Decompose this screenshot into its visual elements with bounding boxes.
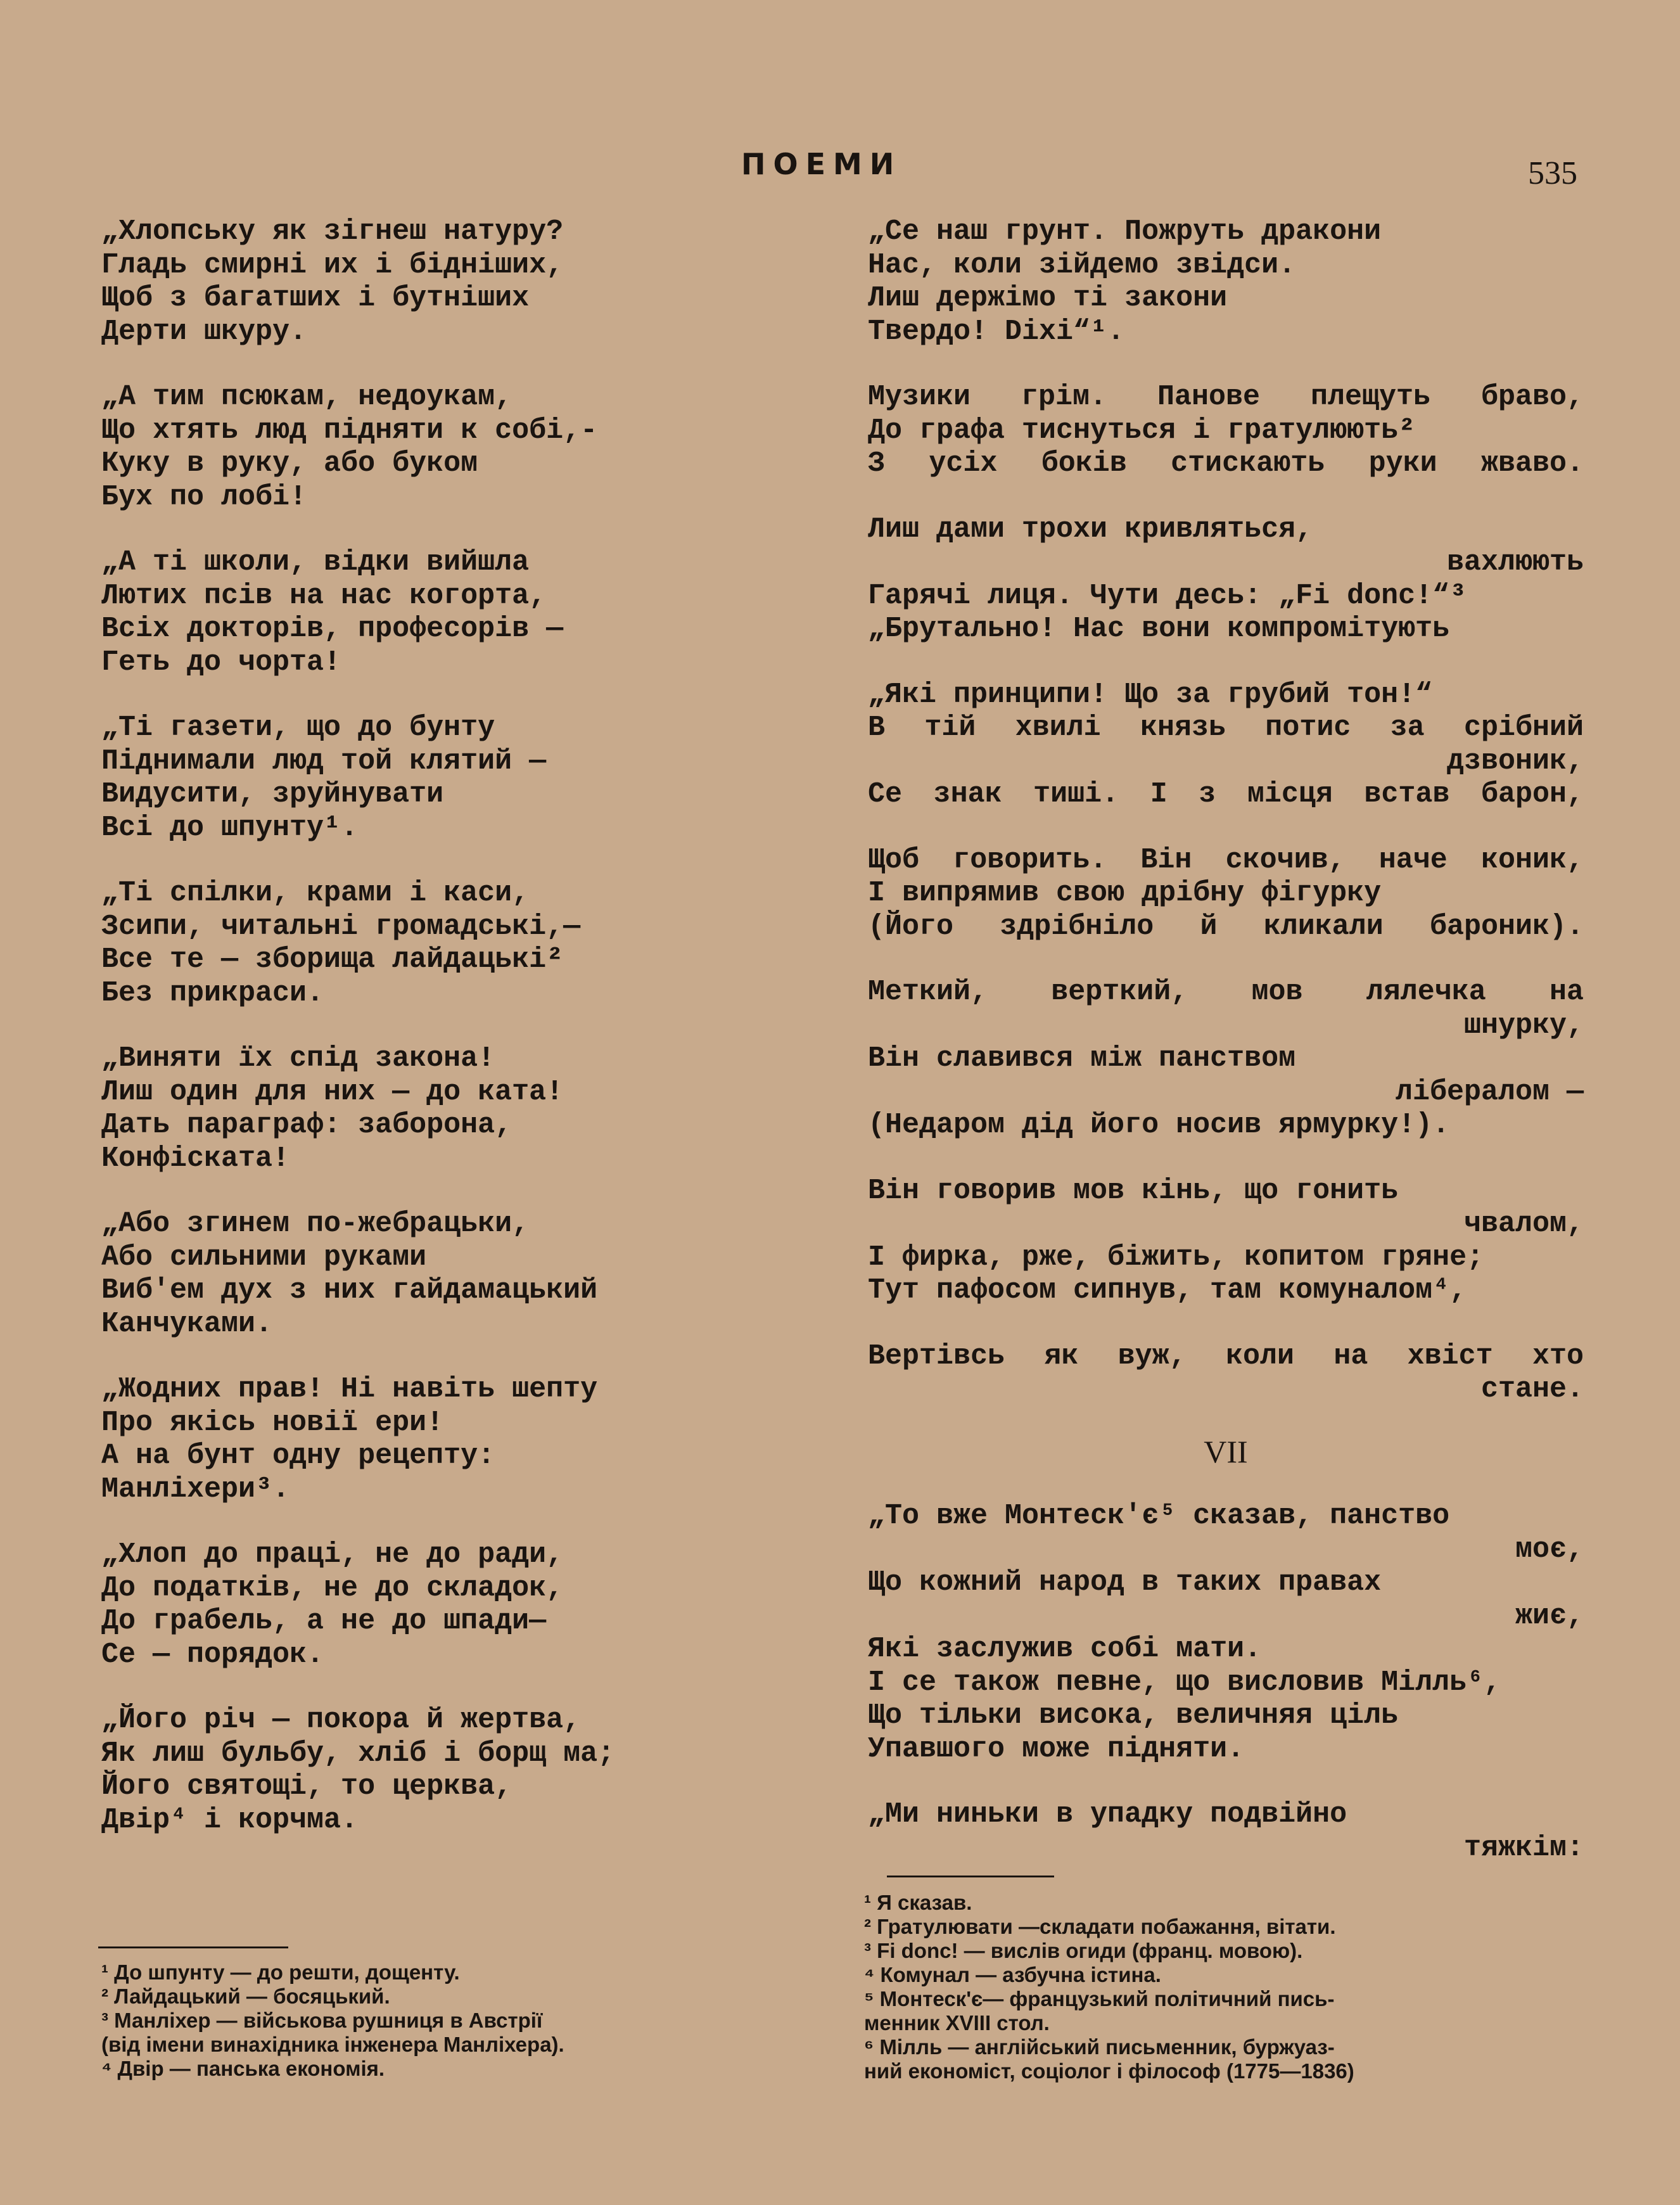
verse-line: Се — порядок. [101, 1638, 324, 1671]
footnote: ⁶ Мілль — англійський письменник, буржуаз- [864, 2035, 1335, 2059]
verse-line: „Брутально! Нас вони компромітують [868, 613, 1450, 645]
verse-line: І се також певне, що висловив Мілль⁶, [868, 1666, 1501, 1699]
footnote: ⁴ Двір — панська економія. [101, 2057, 385, 2080]
verse-line-continuation: чвалом, [1463, 1208, 1584, 1240]
footnote: ³ Манліхер — військова рушниця в Австрії [101, 2009, 543, 2032]
verse-line: До грабель, а не до шпади— [101, 1605, 547, 1637]
verse-line: Музики грім. Панове плещуть браво, [868, 381, 1584, 413]
verse-line: Конфіската! [101, 1142, 290, 1175]
verse-line: Тут пафосом сипнув, там комуналом⁴, [868, 1274, 1467, 1307]
verse-line-continuation: тяжкім: [1463, 1831, 1584, 1864]
stanza [101, 215, 735, 348]
verse-line: „Або згинем по-жебрацьки, [101, 1208, 530, 1240]
verse-line: Манліхери³. [101, 1473, 290, 1505]
footnote: ² Гратулювати —складати побажання, вітати. [864, 1915, 1336, 1938]
footnote: ³ Fi donc! — вислів огиди (франц. мовою). [864, 1939, 1303, 1962]
footnote: менник XVIII стол. [864, 2011, 1050, 2035]
verse-line: Видусити, зруйнувати [101, 778, 444, 810]
footnote: (від імени винахідника інженера Манліхера). [101, 2033, 564, 2056]
verse-line: Щоб з багатших і бутніших [101, 282, 530, 314]
verse-line: „Ті газети, що до бунту [101, 712, 495, 744]
stanza [868, 381, 1584, 481]
footnote: ¹ Я сказав. [864, 1891, 972, 1914]
stanza [868, 513, 1584, 646]
verse-line: „Жодних прав! Ні навіть шепту [101, 1373, 598, 1405]
footnotes-left [101, 1960, 843, 2081]
verse-line: Зсипи, читальні громадські,— [101, 910, 581, 943]
footnote: ⁴ Комунал — азбучна істина. [864, 1963, 1161, 1986]
verse-line: Лиш дами трохи кривляться, [868, 513, 1313, 546]
stanza [101, 1704, 735, 1837]
stanza [868, 679, 1584, 812]
verse-line: „Се наш грунт. Пожруть дракони [868, 215, 1382, 248]
verse-line: (Його здрібніло й кликали бароник). [868, 910, 1584, 943]
verse-line: (Недаром дід його носив ярмурку!). [868, 1109, 1450, 1141]
verse-line: Бух по лобі! [101, 480, 307, 513]
verse-line: Канчуками. [101, 1307, 273, 1340]
verse-line-continuation: моє, [1515, 1533, 1584, 1566]
verse-line: Що хтять люд підняти к собі,- [101, 414, 598, 447]
stanza [101, 877, 735, 1010]
footnote: ¹ До шпунту — до решти, дощенту. [101, 1960, 460, 1984]
verse-line: Він славився між панством [868, 1042, 1296, 1075]
verse-line: „А тим псюкам, недоукам, [101, 381, 512, 413]
stanza [101, 546, 735, 679]
stanza [101, 1042, 735, 1175]
verse-line: З усіх боків стискають руки жваво. [868, 447, 1584, 480]
verse-line: Лиш держімо ті закони [868, 282, 1228, 314]
verse-line: Виб'ем дух з них гайдамацький [101, 1274, 598, 1307]
verse-line: Все те — зборища лайдацькі² [101, 943, 564, 976]
verse-line: Як лиш бульбу, хліб і борщ ма; [101, 1737, 615, 1770]
stanza [101, 1538, 735, 1671]
footnote: ⁵ Монтеск'є— французький політичний пись- [864, 1987, 1335, 2010]
verse-line-continuation: шнурку, [1463, 1009, 1584, 1042]
verse-line: До графа тиснуться і гратулюють² [868, 414, 1416, 447]
verse-line: Всіх докторів, професорів — [101, 613, 564, 645]
right-column [868, 215, 1584, 1897]
verse-line: Гарячі лиця. Чути десь: „Fi donc!“³ [868, 579, 1467, 612]
stanza [868, 1175, 1584, 1308]
verse-line-continuation: стане. [1480, 1373, 1584, 1405]
verse-line-continuation: лібералом — [1395, 1075, 1584, 1108]
footnote: ний економіст, соціолог і філософ (1775—1836) [864, 2059, 1354, 2083]
verse-line-continuation: вахлюють [1446, 546, 1584, 578]
verse-line: „Які принципи! Що за грубий тон!“ [868, 678, 1433, 711]
verse-line: Що кожний народ в таких правах [868, 1566, 1382, 1599]
verse-line: В тій хвилі князь потис за срібний [868, 712, 1584, 744]
stanza [101, 1208, 735, 1341]
verse-line: Всі до шпунту¹. [101, 811, 359, 844]
stanza [101, 381, 735, 514]
section-title: VII [1204, 1433, 1248, 1469]
verse-line: Які заслужив собі мати. [868, 1633, 1262, 1665]
stanza [868, 976, 1584, 1142]
verse-line: Що тільки висока, величняя ціль [868, 1699, 1399, 1732]
verse-line: До податків, не до складок, [101, 1571, 564, 1604]
verse-line: А на бунт одну рецепту: [101, 1440, 495, 1472]
stanza [101, 712, 735, 845]
verse-line: „Хлопську як зігнеш натуру? [101, 215, 564, 248]
verse-line: „Ми ниньки в упадку подвійно [868, 1798, 1347, 1831]
verse-line: „Ті спілки, крами і каси, [101, 877, 530, 909]
footnote-rule-left [98, 1946, 288, 1948]
stanza [868, 1500, 1584, 1766]
verse-line: Або сильними руками [101, 1241, 427, 1274]
verse-line: „Виняти їх спід закона! [101, 1042, 495, 1075]
left-column [101, 215, 735, 1869]
verse-line-continuation: дзвоник, [1446, 745, 1584, 777]
verse-line: І фирка, рже, біжить, копитом гряне; [868, 1241, 1484, 1274]
page-number: 535 [1528, 155, 1577, 191]
verse-line: Без прикраси. [101, 976, 324, 1009]
verse-line-continuation: жиє, [1515, 1599, 1584, 1632]
verse-line: Твердо! Dixi“¹. [868, 315, 1125, 348]
page-header-title: ПОЕМИ [741, 147, 902, 181]
verse-line: Меткий, верткий, мов лялечка на [868, 976, 1584, 1008]
verse-line: Се знак тиші. І з місця встав барон, [868, 778, 1584, 810]
verse-line: „А ті школи, відки вийшла [101, 546, 530, 578]
stanza [868, 215, 1584, 348]
stanza [101, 1373, 735, 1506]
verse-line: Гладь смирні их і бідніших, [101, 248, 564, 281]
verse-line: Піднимали люд той клятий — [101, 745, 547, 777]
verse-line: Дерти шкуру. [101, 315, 307, 348]
verse-line: Лиш один для них — до ката! [101, 1075, 564, 1108]
verse-line: І випрямив свою дрібну фігурку [868, 877, 1382, 909]
verse-line: Нас, коли зійдемо звідси. [868, 248, 1296, 281]
verse-line: Двір⁴ і корчма. [101, 1803, 359, 1836]
verse-line: Куку в руку, або буком [101, 447, 478, 480]
verse-line: Щоб говорить. Він скочив, наче коник, [868, 843, 1584, 876]
verse-line: „Його річ — покора й жертва, [101, 1704, 581, 1736]
verse-line: Дать параграф: заборона, [101, 1109, 512, 1141]
stanza [868, 1340, 1584, 1407]
verse-line: Він говорив мов кінь, що гонить [868, 1174, 1399, 1207]
verse-line: Вертівсь як вуж, коли на хвіст хто [868, 1339, 1584, 1372]
footnote-rule-right [887, 1876, 1054, 1877]
verse-line: Упавшого може підняти. [868, 1732, 1245, 1765]
verse-line: Про якісь новії ери! [101, 1406, 444, 1439]
verse-line: „Хлоп до праці, не до ради, [101, 1538, 564, 1571]
stanza [868, 844, 1584, 944]
footnote: ² Лайдацький — босяцький. [101, 1984, 390, 2008]
verse-line: Лютих псів на нас когорта, [101, 579, 547, 612]
verse-line: Геть до чорта! [101, 646, 341, 679]
verse-line: Його святощі, то церква, [101, 1770, 512, 1803]
footnotes-right [864, 1891, 1586, 2083]
stanza [868, 1798, 1584, 1865]
verse-line: „То вже Монтеск'є⁵ сказав, панство [868, 1500, 1450, 1532]
